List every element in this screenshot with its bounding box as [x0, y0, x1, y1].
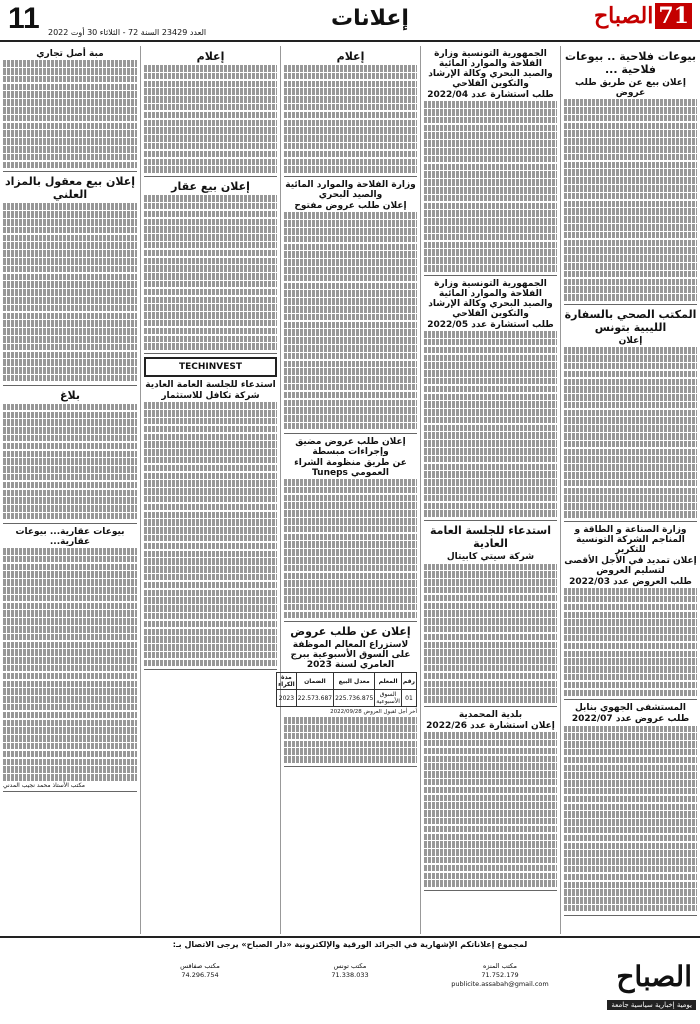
- page-footer: [0, 936, 700, 1024]
- office-info: مكتب المنزه 71.752.179 publicite.assabah@gmail.com: [451, 962, 549, 988]
- ad-block: [144, 357, 277, 670]
- ad-title: بيوعات فلاحية .. بيوعات فلاحية ...: [565, 50, 696, 76]
- table-header: معدل البيع: [334, 673, 375, 690]
- ad-block: [424, 49, 557, 276]
- table-header: رقم: [401, 673, 416, 690]
- ad-block: [3, 175, 137, 385]
- ad-title: إعلان عن طلب عروض: [290, 625, 411, 639]
- ad-subtitle: إعلان بيع عن طريق طلب عروض: [575, 78, 686, 98]
- page-header: [0, 0, 700, 42]
- ad-title: الجمهورية التونسية وزارة الفلاحة والموارد المائية والصيد البحري وكالة الإرشاد والتكوين الفلاحي: [428, 49, 553, 89]
- ad-title: بلدية المحمدية: [458, 709, 523, 720]
- ad-subtitle: طلب العروض عدد 2022/03: [569, 576, 692, 587]
- column-5: [0, 46, 140, 934]
- table-cell: 2023: [277, 690, 297, 707]
- ad-block: [564, 308, 697, 522]
- ad-subtitle: طلب عروض عدد 2022/07: [571, 714, 690, 725]
- ad-title: وزارة الصناعة و الطاقة و المناجم الشركة التونسية للتكرير: [574, 524, 687, 555]
- column-4: [140, 46, 280, 934]
- ad-subtitle: إعلان تمديد في الأجل الأقصى لتسليم العروض: [564, 555, 697, 576]
- ad-block: [3, 49, 137, 172]
- ad-block: [564, 703, 697, 915]
- table-cell: 22.573.687: [296, 690, 333, 707]
- office-info: مكتب تونس 71.338.033: [331, 962, 369, 979]
- ad-block: [144, 50, 277, 177]
- ad-subtitle: طلب استشارة عدد 2022/04: [427, 90, 554, 100]
- column-1: [560, 46, 700, 934]
- ad-block: [564, 50, 697, 305]
- issue-info: العدد 23429 السنة 72 - الثلاثاء 30 أوت 2022: [48, 28, 207, 37]
- footer-logo: الصباح: [616, 960, 692, 993]
- ad-subtitle: شركة تكافل للاستثمار: [161, 391, 260, 402]
- ad-block: [564, 525, 697, 700]
- ad-subtitle: إعلان طلب عروض مفتوح: [294, 201, 407, 212]
- ad-title: استدعاء للجلسة العامة العادية: [430, 524, 551, 551]
- ad-subtitle: إعلان: [618, 336, 643, 347]
- ad-block: [278, 625, 417, 767]
- office-info: مكتب صفاقس 74.296.754: [180, 962, 220, 979]
- column-2: [420, 46, 560, 934]
- ad-block: [424, 710, 557, 891]
- ad-block: [3, 389, 137, 524]
- ad-block: [3, 527, 137, 792]
- section-title: إعلانات: [331, 6, 409, 31]
- ad-title: وزارة الفلاحة والموارد المائية والصيد البحري: [285, 180, 416, 201]
- column-3: [280, 46, 420, 934]
- ad-title: إعلام: [196, 50, 225, 63]
- page-number: 11: [8, 2, 40, 35]
- ad-title: بيوعات عقارية... بيوعات عقارية...: [15, 526, 125, 547]
- table-header: المعلم: [375, 673, 402, 690]
- tender-table: [276, 672, 417, 707]
- tender-note: أخر أجل لقبول العروض 2022/09/28: [330, 709, 417, 716]
- ad-title: مبة أصل تجاري: [36, 49, 104, 59]
- ad-title: إعلام: [336, 50, 365, 63]
- brand-box: [144, 357, 277, 377]
- ad-title: إعلان طلب عروض مضيق وإجراءات مبسطة: [295, 436, 406, 457]
- ad-block: [284, 180, 417, 434]
- table-header: الضمان: [296, 673, 333, 690]
- ad-title: إعلان بيع معقول بالمزاد العلني: [4, 175, 136, 202]
- ad-block: [424, 279, 557, 521]
- brand-logo: TECHINVEST: [178, 362, 243, 373]
- ad-title: بلاغ: [60, 388, 80, 402]
- ad-block: [284, 50, 417, 177]
- ad-block: [424, 524, 557, 707]
- ad-subtitle: لاستزراع المعالم الموظفة على السوق الأسبوعية ببرج العامري لسنة 2023: [290, 640, 411, 671]
- ad-title: المكتب الصحي بالسفارة الليبية بتونس: [564, 308, 697, 335]
- ad-subtitle: إعلان استشارة عدد 2022/26: [426, 720, 555, 731]
- ad-title: المستشفى الجهوي بنابل: [575, 703, 686, 714]
- ad-subtitle: عن طريق منظومة الشراء العمومي Tuneps: [294, 457, 407, 478]
- ad-title: استدعاء للجلسة العامة العادية: [145, 380, 276, 391]
- ad-block: [284, 437, 417, 623]
- ad-subtitle: طلب استشارة عدد 2022/05: [427, 319, 554, 330]
- table-cell: السوق الأسبوعية: [376, 691, 400, 706]
- newspaper-logo: 71الصباح: [594, 3, 692, 29]
- ad-block: [144, 180, 277, 354]
- table-cell: 01: [401, 690, 416, 707]
- ad-title: إعلان بيع عقار: [171, 180, 250, 194]
- ad-subtitle: شركة سيتي كابيتال: [446, 552, 535, 563]
- ad-title: الجمهورية التونسية وزارة الفلاحة والموارد المائية والصيد البحري وكالة الإرشاد والتكوين الفلاحي: [428, 278, 553, 319]
- footer-heading: لمجموع إعلاناتكم الإشهارية في الجرائد الورقية والإلكترونية «دار الصباح» يرجى الاتصال بـ:: [172, 940, 528, 949]
- signature: مكتب الأستاذ محمد نجيب المدني: [3, 781, 86, 789]
- footer-tagline: يومية إخبارية سياسية جامعة: [607, 1000, 696, 1010]
- table-header: مدة الكراء: [278, 674, 295, 689]
- table-cell: 225.736.875: [334, 690, 375, 707]
